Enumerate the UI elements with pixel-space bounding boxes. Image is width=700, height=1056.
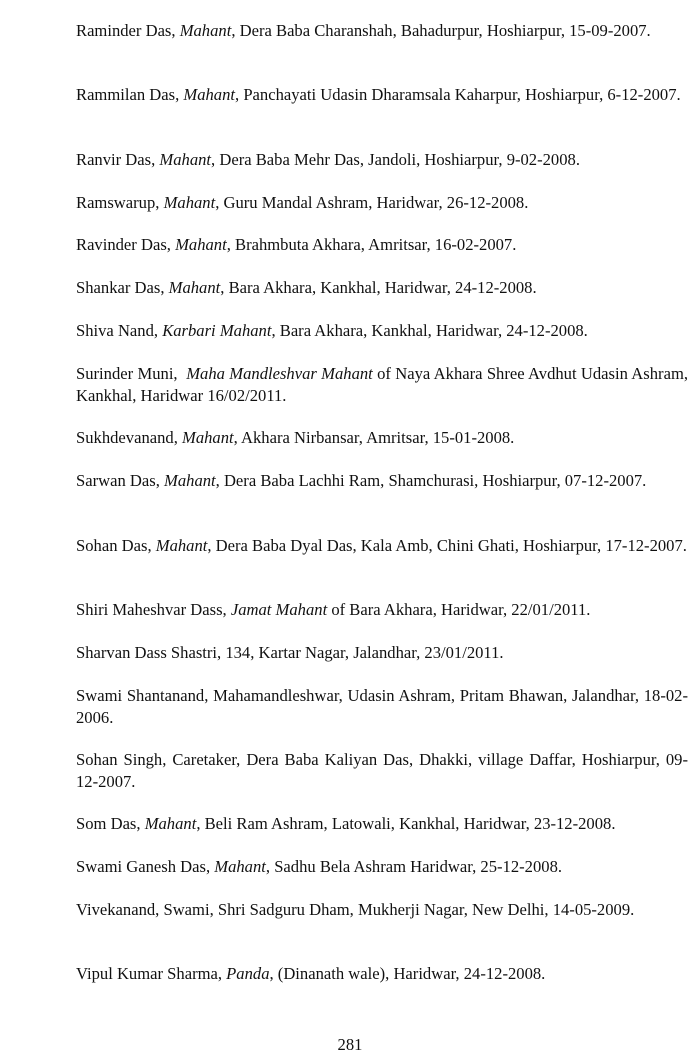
entry-title-italic: Mahant	[159, 150, 212, 169]
bibliography-entry	[76, 149, 688, 171]
bibliography-entry	[76, 642, 688, 664]
entry-text: Sohan Das,	[76, 536, 156, 555]
entry-text: Shiva Nand,	[76, 321, 163, 340]
entry-text: of Bara Akhara, Haridwar, 22/01/2011.	[327, 600, 591, 619]
entry-title-italic: Mahant	[182, 428, 234, 447]
entry-text: , Akhara Nirbansar, Amritsar, 15-01-2008.	[233, 428, 515, 447]
entry-title-italic: Mahant	[144, 814, 197, 833]
entry-text: , Brahmbuta Akhara, Amritsar, 16-02-2007.	[226, 235, 517, 254]
entry-text: Shiri Maheshvar Dass,	[76, 600, 231, 619]
bibliography-entry	[76, 470, 688, 492]
entry-text: Surinder Muni,	[76, 364, 187, 383]
entry-title-italic: Mahant	[168, 278, 221, 297]
entry-text: Rammilan Das,	[76, 85, 184, 104]
entry-text: Sharvan Dass Shastri, 134, Kartar Nagar, Jalandhar, 23/01/2011.	[76, 643, 504, 662]
entry-text: Vipul Kumar Sharma,	[76, 964, 227, 983]
entry-title-italic: Mahant	[163, 193, 216, 212]
entry-text: , Bara Akhara, Kankhal, Haridwar, 24-12-2008.	[220, 278, 537, 297]
bibliography-entry	[76, 84, 688, 106]
entry-text: , (Dinanath wale), Haridwar, 24-12-2008.	[269, 964, 546, 983]
entry-title-italic: Panda	[226, 964, 270, 983]
entry-title-italic: Mahant	[214, 857, 266, 876]
entry-text: Ravinder Das,	[76, 235, 176, 254]
entry-title-italic: Mahant	[183, 85, 236, 104]
entry-text: , Dera Baba Charanshah, Bahadurpur, Hoshiarpur, 15-09-2007.	[231, 21, 651, 40]
bibliography-entry	[76, 749, 688, 793]
entry-text: Sohan Singh, Caretaker, Dera Baba Kaliyan Das, Dhakki, village Daffar, Hoshiarpur, 09-12-2007.	[76, 750, 688, 791]
entry-title-italic: Karbari Mahant	[162, 321, 272, 340]
page-number: 281	[337, 1035, 363, 1054]
bibliography-entry	[76, 277, 688, 299]
entry-text: , Guru Mandal Ashram, Haridwar, 26-12-2008.	[215, 193, 529, 212]
entry-text: , Dera Baba Lachhi Ram, Shamchurasi, Hoshiarpur, 07-12-2007.	[215, 471, 647, 490]
entry-text: of Naya Akhara Shree Avdhut Udasin Ashram, Kankhal, Haridwar 16/02/2011.	[76, 364, 693, 405]
entry-title-italic: Maha Mandleshvar Mahant	[186, 364, 373, 383]
entry-title-italic: Mahant	[175, 235, 227, 254]
entry-text: Vivekanand, Swami, Shri Sadguru Dham, Mukherji Nagar, New Delhi, 14-05-2009.	[76, 900, 635, 919]
entry-text: Sukhdevanand,	[76, 428, 182, 447]
entry-text: Swami Ganesh Das,	[76, 857, 215, 876]
entry-title-italic: Mahant	[179, 21, 232, 40]
bibliography-entry	[76, 20, 688, 42]
entry-title-italic: Mahant	[164, 471, 216, 490]
bibliography-entry	[76, 599, 688, 621]
entry-text: , Dera Baba Dyal Das, Kala Amb, Chini Ghati, Hoshiarpur, 17-12-2007.	[207, 536, 687, 555]
entry-text: Ramswarup,	[76, 193, 164, 212]
bibliography-entry	[76, 813, 688, 835]
bibliography-entry	[76, 363, 693, 407]
entry-text: Sarwan Das,	[76, 471, 165, 490]
entry-text: Swami Shantanand, Mahamandleshwar, Udasin Ashram, Pritam Bhawan, Jalandhar, 18-02-2006.	[76, 686, 688, 727]
entry-title-italic: Jamat Mahant	[230, 600, 328, 619]
bibliography-entry	[76, 685, 688, 729]
bibliography-entry	[76, 192, 688, 214]
bibliography-entry	[76, 535, 688, 557]
entry-text: , Dera Baba Mehr Das, Jandoli, Hoshiarpur, 9-02-2008.	[211, 150, 580, 169]
entry-text: Raminder Das,	[76, 21, 180, 40]
bibliography-entry	[76, 320, 688, 342]
entry-title-italic: Mahant	[155, 536, 208, 555]
entry-text: Shankar Das,	[76, 278, 169, 297]
bibliography-entry	[76, 899, 688, 921]
bibliography-entry	[76, 427, 688, 449]
bibliography-entry	[76, 856, 688, 878]
entry-text: Som Das,	[76, 814, 145, 833]
entry-text: , Panchayati Udasin Dharamsala Kaharpur, Hoshiarpur, 6-12-2007.	[235, 85, 681, 104]
entry-text: Ranvir Das,	[76, 150, 160, 169]
bibliography-entry	[76, 234, 688, 256]
bibliography-entry	[76, 963, 688, 985]
entry-text: , Bara Akhara, Kankhal, Haridwar, 24-12-2008.	[271, 321, 588, 340]
entry-text: , Beli Ram Ashram, Latowali, Kankhal, Haridwar, 23-12-2008.	[196, 814, 616, 833]
entry-text: , Sadhu Bela Ashram Haridwar, 25-12-2008.	[265, 857, 563, 876]
